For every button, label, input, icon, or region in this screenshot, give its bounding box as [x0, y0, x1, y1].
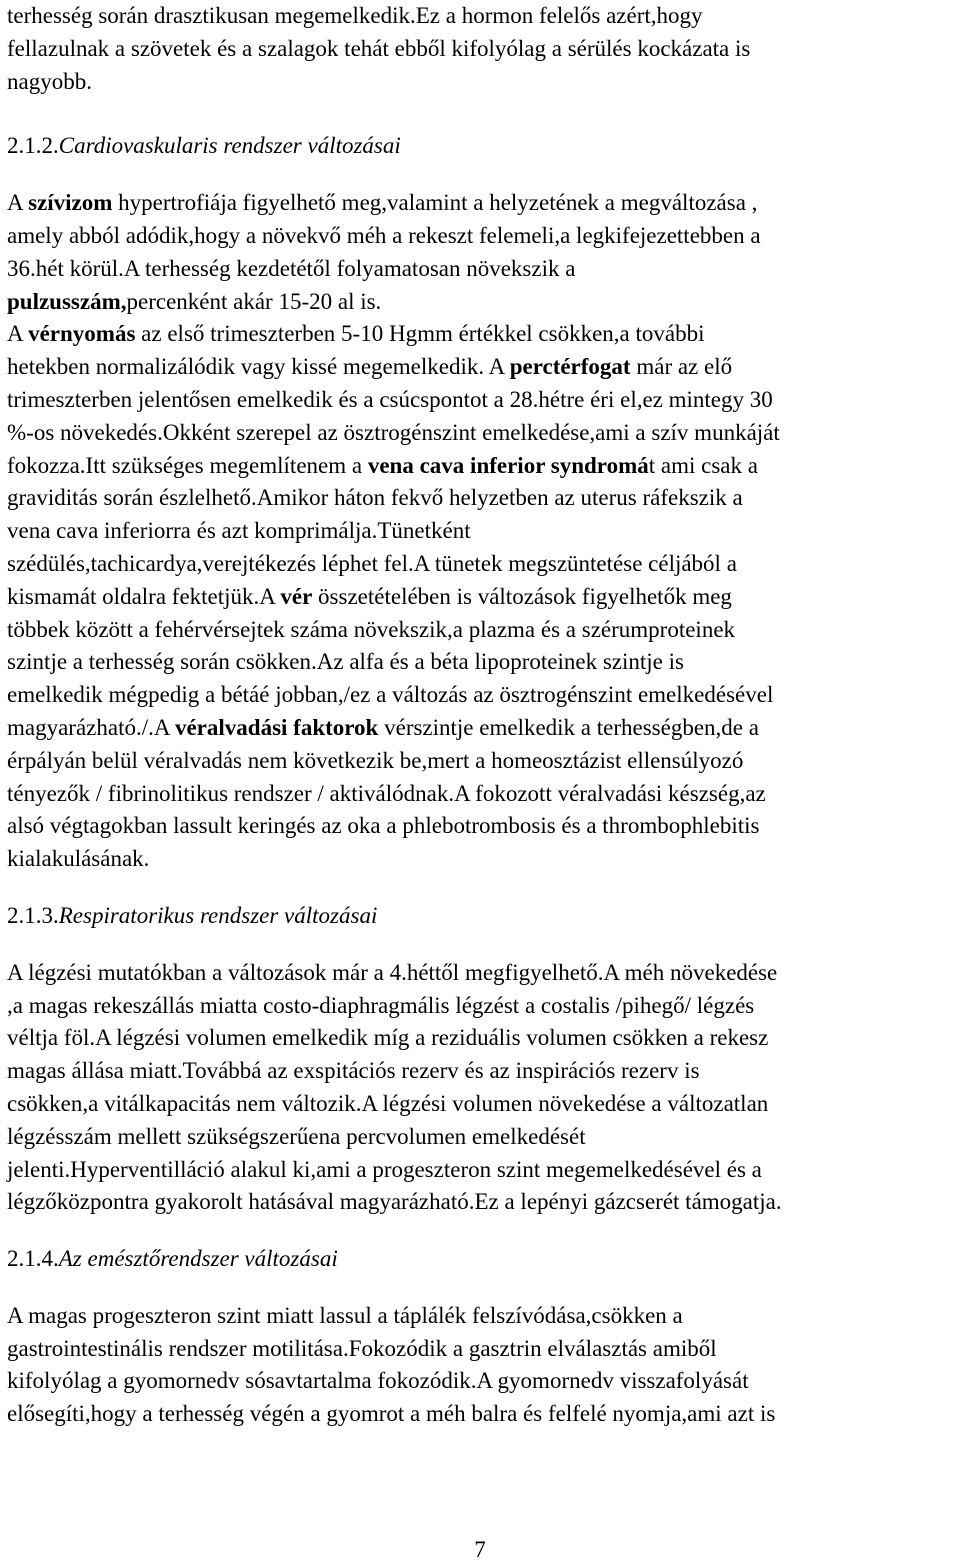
text-line — [7, 712, 957, 745]
text-run: alsó végtagokban lassult keringés az oka a phlebotrombosis és a thrombophlebitis — [7, 813, 760, 839]
text-line — [7, 220, 957, 253]
bold-term: vena cava inferior syndromá — [367, 452, 649, 478]
text-line: jelenti.Hyperventilláció alakul ki,ami a progeszteron szint megemelkedésével és a — [7, 1156, 762, 1182]
text-run: érpályán belül véralvadás nem következik be,mert a homeosztázist ellensúlyozó — [7, 747, 744, 773]
text-line: ,a magas rekeszállás miatta costo-diaphragmális légzést a costalis /pihegő/ légzés — [7, 992, 755, 1018]
text-line — [7, 614, 957, 647]
bold-term: véralvadási faktorok — [174, 714, 379, 740]
text-run: többek között a fehérvérsejtek száma növekszik,a plazma és a szérumproteinek — [7, 616, 736, 642]
text-run: A — [7, 321, 29, 347]
section-title: Az emésztőrendszer változásai — [58, 1246, 338, 1272]
text-line: csökken,a vitálkapacitás nem változik.A légzési volumen növekedése a változatlan — [7, 1090, 769, 1116]
text-line — [7, 417, 957, 450]
text-line — [7, 482, 957, 515]
intro-paragraph — [7, 0, 957, 98]
text-line — [7, 548, 957, 581]
section-number: 2.1.2. — [7, 133, 59, 159]
text-run: hypertrofiája figyelhető meg,valamint a helyzetének a megváltozása , — [112, 190, 758, 216]
text-line — [7, 679, 957, 712]
text-run: kialakulásának. — [7, 846, 150, 872]
text-line — [7, 810, 957, 843]
text-run: magyarázható./.A — [7, 714, 175, 740]
text-run: összetételében is változások figyelhetők meg — [312, 583, 732, 609]
text-line — [7, 646, 957, 679]
text-run: kismamát oldalra fektetjük.A — [7, 583, 281, 609]
text-run: szintje a terhesség során csökken.Az alfa és a béta lipoproteinek szintje is — [7, 649, 684, 675]
text-line: fellazulnak a szövetek és a szalagok tehát ebből kifolyólag a sérülés kockázata is — [7, 35, 751, 61]
text-line — [7, 351, 957, 384]
text-line: gastrointestinális rendszer motilitása.Fokozódik a gasztrin elválasztás amiből — [7, 1335, 717, 1361]
bold-term: pulzusszám, — [7, 288, 127, 314]
text-run: vérszintje emelkedik a terhességben,de a — [378, 714, 759, 740]
text-run: trimeszterben jelentősen emelkedik és a csúcspontot a 28.hétre éri el,ez mintegy 30 — [7, 386, 773, 412]
bold-term: vér — [280, 583, 313, 609]
text-run: az első trimeszterben 5-10 Hgmm értékkel csökken,a további — [135, 321, 705, 347]
section-number: 2.1.4. — [7, 1246, 59, 1272]
text-run: emelkedik mégpedig a bétáé jobban,/ez a változás az ösztrogénszint emelkedésével — [7, 682, 774, 708]
text-line: A légzési mutatókban a változások már a 4.héttől megfigyelhető.A méh növekedése — [7, 959, 778, 985]
section-heading-cardiovascular — [7, 130, 957, 163]
bold-term: vérnyomás — [28, 321, 136, 347]
text-run: graviditás során észlelhető.Amikor háton fekvő helyzetben az uterus ráfekszik a — [7, 485, 743, 511]
text-run: szédülés,tachicardya,verejtékezés léphet fel.A tünetek megszüntetése céljából a — [7, 550, 737, 576]
text-line — [7, 286, 957, 319]
text-run: %-os növekedés.Okként szerepel az ösztrogénszint emelkedése,ami a szív munkáját — [7, 419, 780, 445]
text-line — [7, 843, 957, 876]
digestive-paragraph — [7, 1300, 957, 1431]
text-line: kifolyólag a gyomornedv sósavtartalma fokozódik.A gyomornedv visszafolyását — [7, 1368, 749, 1394]
text-run: percenként akár 15-20 al is. — [126, 288, 382, 314]
text-line — [7, 515, 957, 548]
text-line: nagyobb. — [7, 68, 92, 94]
bold-term: szívizom — [28, 190, 113, 216]
text-run: vena cava inferiorra és azt komprimálja.Tünetként — [7, 518, 471, 544]
section-number: 2.1.3. — [7, 902, 59, 928]
text-line: légzésszám mellett szükségszerűena percvolumen emelkedését — [7, 1123, 586, 1149]
document-page — [7, 0, 957, 1431]
cardio-paragraph-1 — [7, 187, 957, 318]
text-run: A — [7, 190, 29, 216]
text-line: elősegíti,hogy a terhesség végén a gyomrot a méh balra és felfelé nyomja,ami azt is — [7, 1401, 776, 1427]
text-run: fokozza.Itt szükséges megemlítenem a — [7, 452, 368, 478]
text-line — [7, 187, 957, 220]
text-line — [7, 318, 957, 351]
section-title: Cardiovaskularis rendszer változásai — [58, 133, 401, 159]
text-run: amely abból adódik,hogy a növekvő méh a rekeszt felemeli,a legkifejezettebben a — [7, 222, 761, 248]
text-line: légzőközpontra gyakorolt hatásával magyarázható.Ez a lepényi gázcserét támogatja. — [7, 1189, 782, 1215]
text-line — [7, 450, 957, 483]
text-run: már az elő — [630, 354, 733, 380]
text-line: véltja föl.A légzési volumen emelkedik míg a reziduális volumen csökken a rekesz — [7, 1025, 769, 1051]
section-heading-respiratory — [7, 900, 957, 933]
text-run: hetekben normalizálódik vagy kissé megemelkedik. A — [7, 354, 510, 380]
text-run: 36.hét körül.A terhesség kezdetétől folyamatosan növekszik a — [7, 255, 576, 281]
text-line — [7, 384, 957, 417]
text-line — [7, 745, 957, 778]
text-run: tényezők / fibrinolitikus rendszer / aktiválódnak.A fokozott véralvadási készség,az — [7, 780, 766, 806]
page-number: 7 — [474, 1537, 486, 1562]
text-line — [7, 778, 957, 811]
text-line: magas állása miatt.Továbbá az exspitációs rezerv és az inspirációs rezerv is — [7, 1058, 700, 1084]
text-run: t ami csak a — [648, 452, 758, 478]
bold-term: perctérfogat — [509, 354, 631, 380]
text-line: A magas progeszteron szint miatt lassul a táplálék felszívódása,csökken a — [7, 1302, 683, 1328]
text-line — [7, 581, 957, 614]
text-line: terhesség során drasztikusan megemelkedik.Ez a hormon felelős azért,hogy — [7, 3, 703, 28]
respiratory-paragraph — [7, 957, 957, 1219]
cardio-paragraph-2 — [7, 318, 957, 876]
section-heading-digestive — [7, 1243, 957, 1276]
section-title: Respiratorikus rendszer változásai — [58, 902, 378, 928]
text-line — [7, 253, 957, 286]
